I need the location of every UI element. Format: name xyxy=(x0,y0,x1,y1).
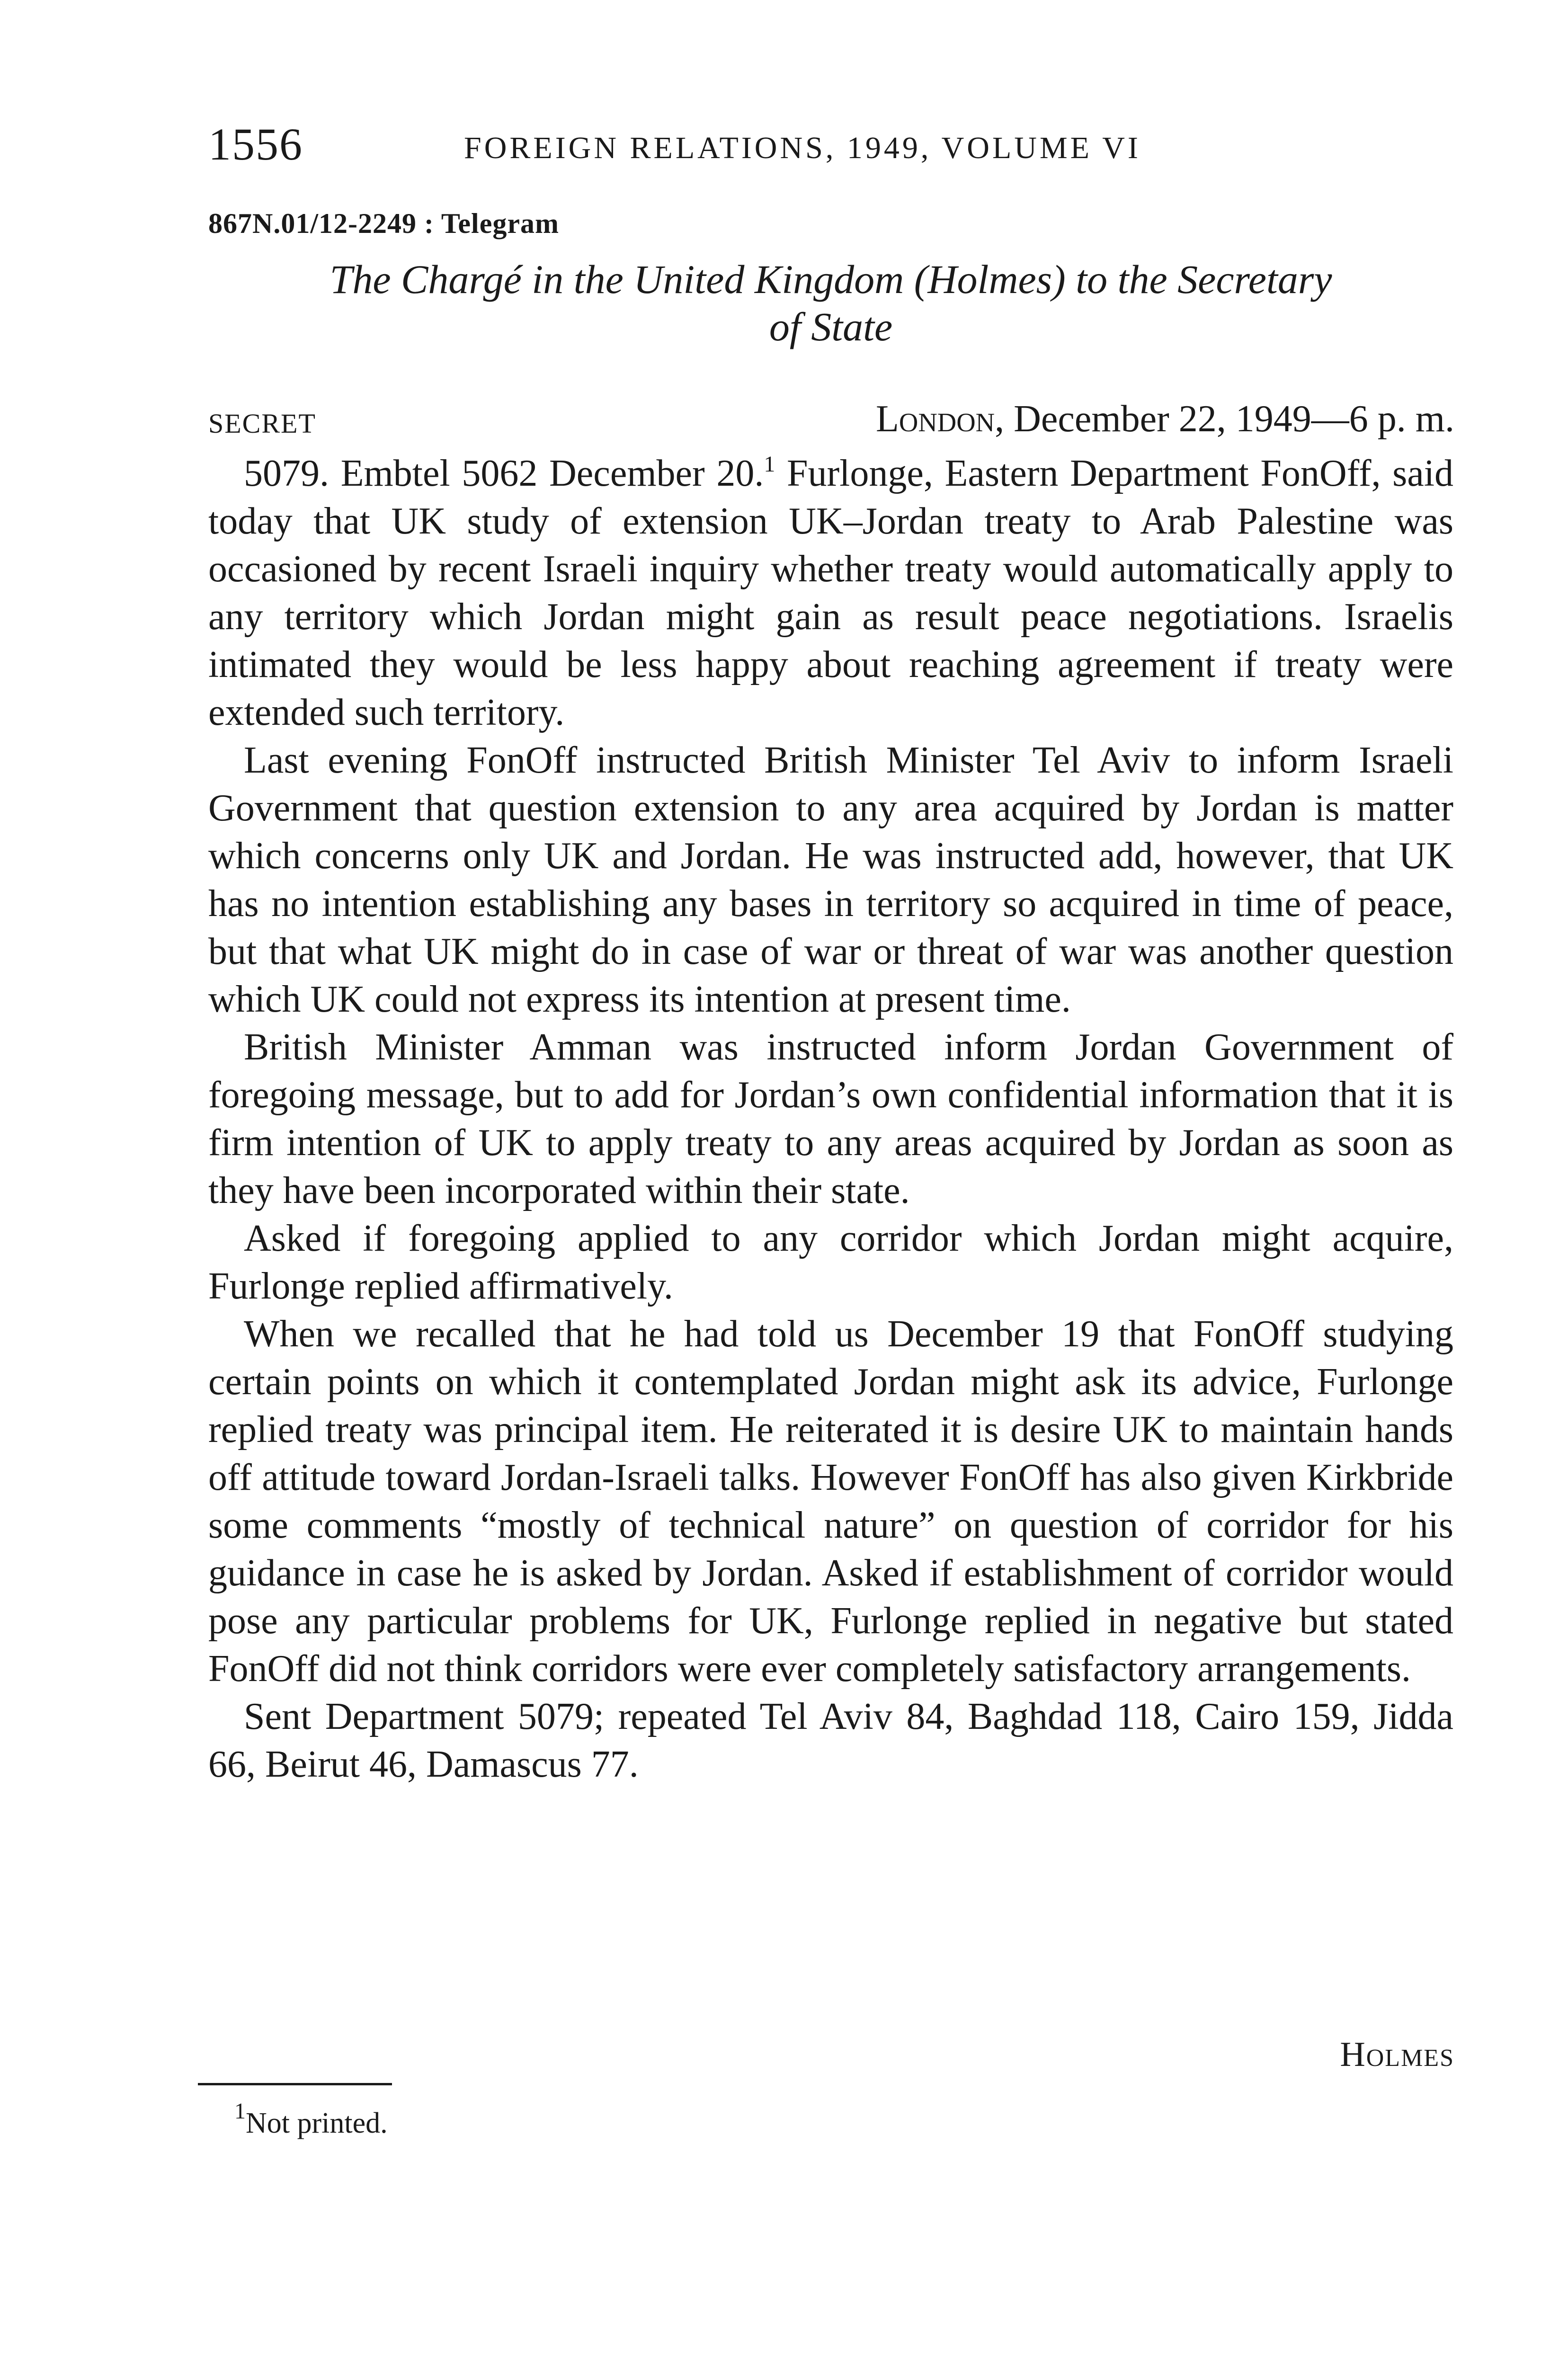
running-head: FOREIGN RELATIONS, 1949, VOLUME VI xyxy=(464,131,1141,165)
file-reference: 867N.01/12-2249 : Telegram xyxy=(208,208,559,239)
dateline xyxy=(876,393,1454,445)
page-header xyxy=(208,118,1487,175)
footnote-text: Not printed. xyxy=(246,2107,388,2139)
paragraph-6: Sent Department 5079; repeated Tel Aviv 84, Baghdad 118, Cairo 159, Jidda 66, Beirut 46, Damascus 77. xyxy=(208,1696,1453,1785)
dateline-date: , December 22, 1949—6 p. m. xyxy=(995,398,1454,440)
telegram-body xyxy=(208,450,1453,1789)
footnote xyxy=(234,2099,388,2142)
page-number: 1556 xyxy=(208,119,303,169)
footnote-reference: 1 xyxy=(764,452,775,477)
classification-label: SECRET xyxy=(208,408,316,439)
paragraph-1-rest: Furlonge, Eastern Department FonOff, said today that UK study of extension UK–Jordan treaty to Arab Palestine was occasioned by recent Israeli inquiry whether treaty would automatically apply to any territory which Jordan might gain as result peace negotiations. Israelis intimated they would be less happy about reaching agreement if treaty were extended such territory. xyxy=(208,453,1453,733)
paragraph-1 xyxy=(208,450,1453,737)
signature: Holmes xyxy=(1340,2035,1454,2074)
dateline-place: London xyxy=(876,398,995,440)
paragraph-2: Last evening FonOff instructed British Minister Tel Aviv to inform Israeli Government that question extension to any area acquired by Jordan is matter which concerns only UK and Jordan. He was instructed add, however, that UK has no intention establishing any bases in territory so acquired in time of peace, but that what UK might do in case of war or threat of war was another question which UK could not express its intention at present time. xyxy=(208,739,1453,1020)
title-line-2: of State xyxy=(769,304,893,349)
footnote-marker: 1 xyxy=(234,2099,246,2124)
footnote-divider xyxy=(198,2083,392,2085)
paragraph-5: When we recalled that he had told us December 19 that FonOff studying certain points on which it contemplated Jordan might ask its advice, Furlonge replied treaty was principal item. He reiterated it is desire UK to maintain hands off attitude toward Jordan-Israeli talks. However FonOff has also given Kirkbride some comments “mostly of technical nature” on question of corridor for his guidance in case he is asked by Jordan. Asked if establishment of corridor would pose any particular problems for UK, Furlonge replied in negative but stated FonOff did not think corridors were ever completely satisfactory arrangements. xyxy=(208,1313,1453,1690)
paragraph-1-start: 5079. Embtel 5062 December 20. xyxy=(244,453,764,494)
document-title xyxy=(208,256,1453,350)
title-line-1: The Chargé in the United Kingdom (Holmes) to the Secretary xyxy=(330,257,1332,302)
paragraph-4: Asked if foregoing applied to any corridor which Jordan might acquire, Furlonge replied affirmatively. xyxy=(208,1218,1453,1307)
paragraph-3: British Minister Amman was instructed inform Jordan Government of foregoing message, but to add for Jordan’s own confidential information that it is firm intention of UK to apply treaty to any areas acquired by Jordan as soon as they have been incorporated within their state. xyxy=(208,1026,1453,1211)
